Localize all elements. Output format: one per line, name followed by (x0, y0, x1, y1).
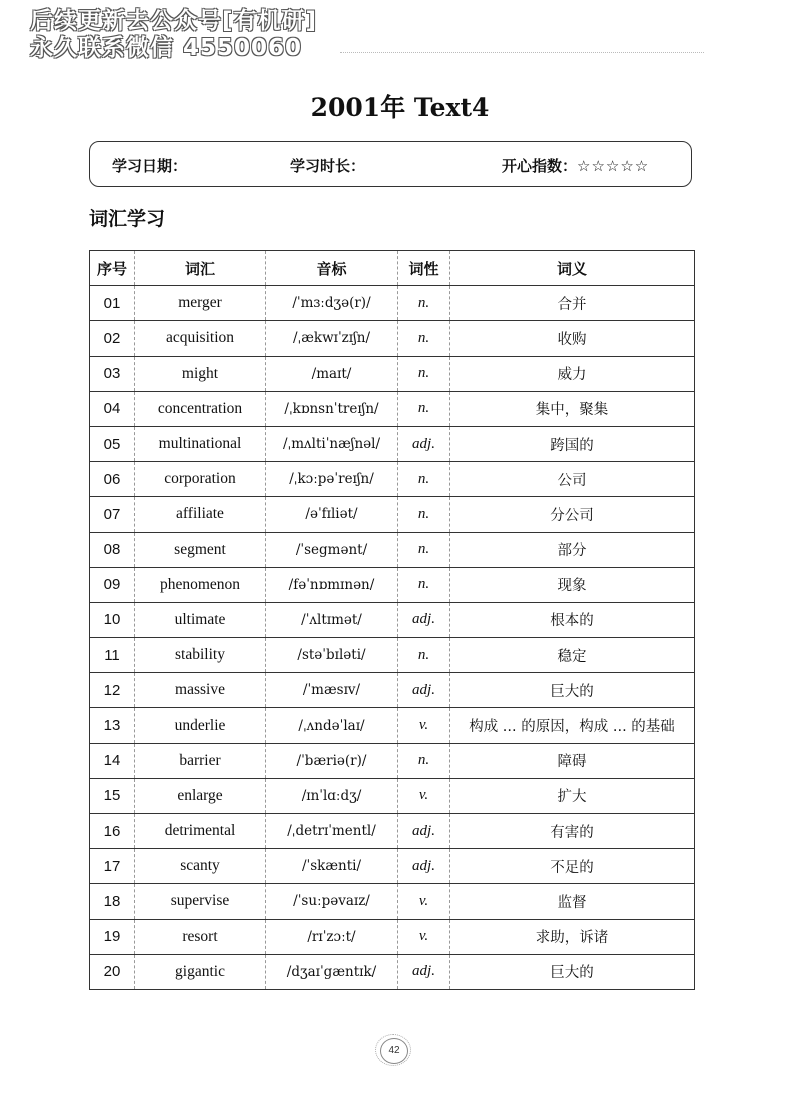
cell-part-of-speech: adj. (398, 426, 450, 461)
cell-word: ultimate (135, 602, 266, 637)
cell-part-of-speech: v. (398, 708, 450, 743)
table-row (90, 532, 695, 567)
cell-part-of-speech: v. (398, 884, 450, 919)
page-title: 2001年 Text4 (310, 93, 490, 122)
study-info-box (89, 141, 692, 187)
cell-meaning: 威力 (450, 356, 695, 391)
cell-index: 01 (90, 286, 135, 321)
cell-meaning: 巨大的 (450, 954, 695, 989)
cell-meaning: 有害的 (450, 814, 695, 849)
cell-index: 12 (90, 673, 135, 708)
happiness-label: 开心指数： (502, 157, 578, 175)
table-row (90, 497, 695, 532)
study-duration-label: 学习时长： (290, 157, 366, 175)
cell-phonetic: /ˌʌndəˈlaɪ/ (266, 708, 398, 743)
vocabulary-table (89, 250, 695, 990)
cell-meaning: 扩大 (450, 778, 695, 813)
cell-phonetic: /ˌkɔːpəˈreɪʃn/ (266, 462, 398, 497)
watermark-line-1: 后续更新去公众号[有机研] (30, 8, 318, 34)
cell-part-of-speech: n. (398, 532, 450, 567)
cell-meaning: 收购 (450, 321, 695, 356)
cell-part-of-speech: n. (398, 462, 450, 497)
cell-word: detrimental (135, 814, 266, 849)
cell-word: acquisition (135, 321, 266, 356)
header-meaning: 词义 (450, 251, 695, 286)
cell-index: 11 (90, 638, 135, 673)
table-row (90, 321, 695, 356)
cell-part-of-speech: adj. (398, 673, 450, 708)
cell-phonetic: /ˈmæsɪv/ (266, 673, 398, 708)
cell-word: enlarge (135, 778, 266, 813)
table-body (90, 286, 695, 990)
table-row (90, 708, 695, 743)
cell-meaning: 公司 (450, 462, 695, 497)
cell-index: 20 (90, 954, 135, 989)
cell-phonetic: /rɪˈzɔːt/ (266, 919, 398, 954)
cell-phonetic: /ˈsegmənt/ (266, 532, 398, 567)
page-number: 42 (380, 1038, 408, 1064)
cell-word: affiliate (135, 497, 266, 532)
header-part-of-speech: 词性 (398, 251, 450, 286)
cell-index: 17 (90, 849, 135, 884)
cell-index: 07 (90, 497, 135, 532)
cell-part-of-speech: adj. (398, 954, 450, 989)
happiness-index (502, 155, 649, 176)
cell-phonetic: /əˈfɪliət/ (266, 497, 398, 532)
cell-index: 10 (90, 602, 135, 637)
cell-index: 06 (90, 462, 135, 497)
cell-meaning: 构成 ... 的原因，构成 ... 的基础 (450, 708, 695, 743)
star-rating-icon: ☆☆☆☆☆ (577, 157, 650, 175)
cell-meaning: 不足的 (450, 849, 695, 884)
cell-meaning: 合并 (450, 286, 695, 321)
cell-index: 16 (90, 814, 135, 849)
cell-phonetic: /ˌmʌltiˈnæʃnəl/ (266, 426, 398, 461)
cell-word: gigantic (135, 954, 266, 989)
cell-phonetic: /ˈbæriə(r)/ (266, 743, 398, 778)
cell-meaning: 部分 (450, 532, 695, 567)
cell-meaning: 监督 (450, 884, 695, 919)
cell-meaning: 稳定 (450, 638, 695, 673)
cell-phonetic: /ˈmɜːdʒə(r)/ (266, 286, 398, 321)
study-date-label: 学习日期： (112, 157, 188, 175)
cell-part-of-speech: v. (398, 778, 450, 813)
table-row (90, 638, 695, 673)
table-row (90, 356, 695, 391)
cell-word: segment (135, 532, 266, 567)
header-divider (340, 52, 704, 53)
cell-meaning: 求助，诉诸 (450, 919, 695, 954)
cell-part-of-speech: n. (398, 286, 450, 321)
cell-index: 03 (90, 356, 135, 391)
table-row (90, 391, 695, 426)
cell-meaning: 巨大的 (450, 673, 695, 708)
cell-index: 09 (90, 567, 135, 602)
table-row (90, 462, 695, 497)
cell-phonetic: /ˈʌltɪmət/ (266, 602, 398, 637)
table-row (90, 919, 695, 954)
table-row (90, 286, 695, 321)
cell-index: 19 (90, 919, 135, 954)
cell-meaning: 集中，聚集 (450, 391, 695, 426)
cell-phonetic: /maɪt/ (266, 356, 398, 391)
cell-phonetic: /ɪnˈlɑːdʒ/ (266, 778, 398, 813)
table-row (90, 778, 695, 813)
cell-word: stability (135, 638, 266, 673)
cell-meaning: 跨国的 (450, 426, 695, 461)
cell-part-of-speech: n. (398, 391, 450, 426)
cell-word: might (135, 356, 266, 391)
cell-part-of-speech: n. (398, 321, 450, 356)
watermark (30, 8, 317, 62)
cell-meaning: 现象 (450, 567, 695, 602)
section-title: 词汇学习 (89, 208, 166, 230)
cell-index: 02 (90, 321, 135, 356)
cell-word: supervise (135, 884, 266, 919)
cell-index: 13 (90, 708, 135, 743)
cell-phonetic: /dʒaɪˈgæntɪk/ (266, 954, 398, 989)
cell-phonetic: /ˌækwɪˈzɪʃn/ (266, 321, 398, 356)
table-row (90, 884, 695, 919)
cell-part-of-speech: n. (398, 356, 450, 391)
cell-word: resort (135, 919, 266, 954)
cell-index: 04 (90, 391, 135, 426)
table-row (90, 954, 695, 989)
header-word: 词汇 (135, 251, 266, 286)
cell-part-of-speech: adj. (398, 814, 450, 849)
cell-part-of-speech: v. (398, 919, 450, 954)
cell-part-of-speech: n. (398, 567, 450, 602)
cell-phonetic: /ˈskænti/ (266, 849, 398, 884)
cell-part-of-speech: n. (398, 743, 450, 778)
cell-meaning: 根本的 (450, 602, 695, 637)
cell-word: massive (135, 673, 266, 708)
cell-meaning: 分公司 (450, 497, 695, 532)
cell-phonetic: /ˌkɒnsnˈtreɪʃn/ (266, 391, 398, 426)
cell-word: multinational (135, 426, 266, 461)
table-row (90, 743, 695, 778)
cell-word: phenomenon (135, 567, 266, 602)
table-row (90, 602, 695, 637)
header-index: 序号 (90, 251, 135, 286)
cell-part-of-speech: n. (398, 638, 450, 673)
cell-part-of-speech: adj. (398, 602, 450, 637)
cell-part-of-speech: n. (398, 497, 450, 532)
cell-word: merger (135, 286, 266, 321)
cell-part-of-speech: adj. (398, 849, 450, 884)
cell-phonetic: /ˈsuːpəvaɪz/ (266, 884, 398, 919)
cell-index: 14 (90, 743, 135, 778)
table-row (90, 814, 695, 849)
cell-word: barrier (135, 743, 266, 778)
table-row (90, 849, 695, 884)
cell-index: 18 (90, 884, 135, 919)
cell-index: 08 (90, 532, 135, 567)
cell-index: 05 (90, 426, 135, 461)
table-row (90, 567, 695, 602)
cell-word: scanty (135, 849, 266, 884)
cell-index: 15 (90, 778, 135, 813)
table-row (90, 673, 695, 708)
table-row (90, 426, 695, 461)
cell-phonetic: /fəˈnɒmɪnən/ (266, 567, 398, 602)
watermark-line-2: 永久联系微信 4550060 (30, 35, 303, 61)
cell-word: corporation (135, 462, 266, 497)
cell-meaning: 障碍 (450, 743, 695, 778)
cell-word: underlie (135, 708, 266, 743)
header-phonetic: 音标 (266, 251, 398, 286)
cell-word: concentration (135, 391, 266, 426)
cell-phonetic: /ˌdetrɪˈmentl/ (266, 814, 398, 849)
cell-phonetic: /stəˈbɪləti/ (266, 638, 398, 673)
table-header-row (90, 251, 695, 286)
